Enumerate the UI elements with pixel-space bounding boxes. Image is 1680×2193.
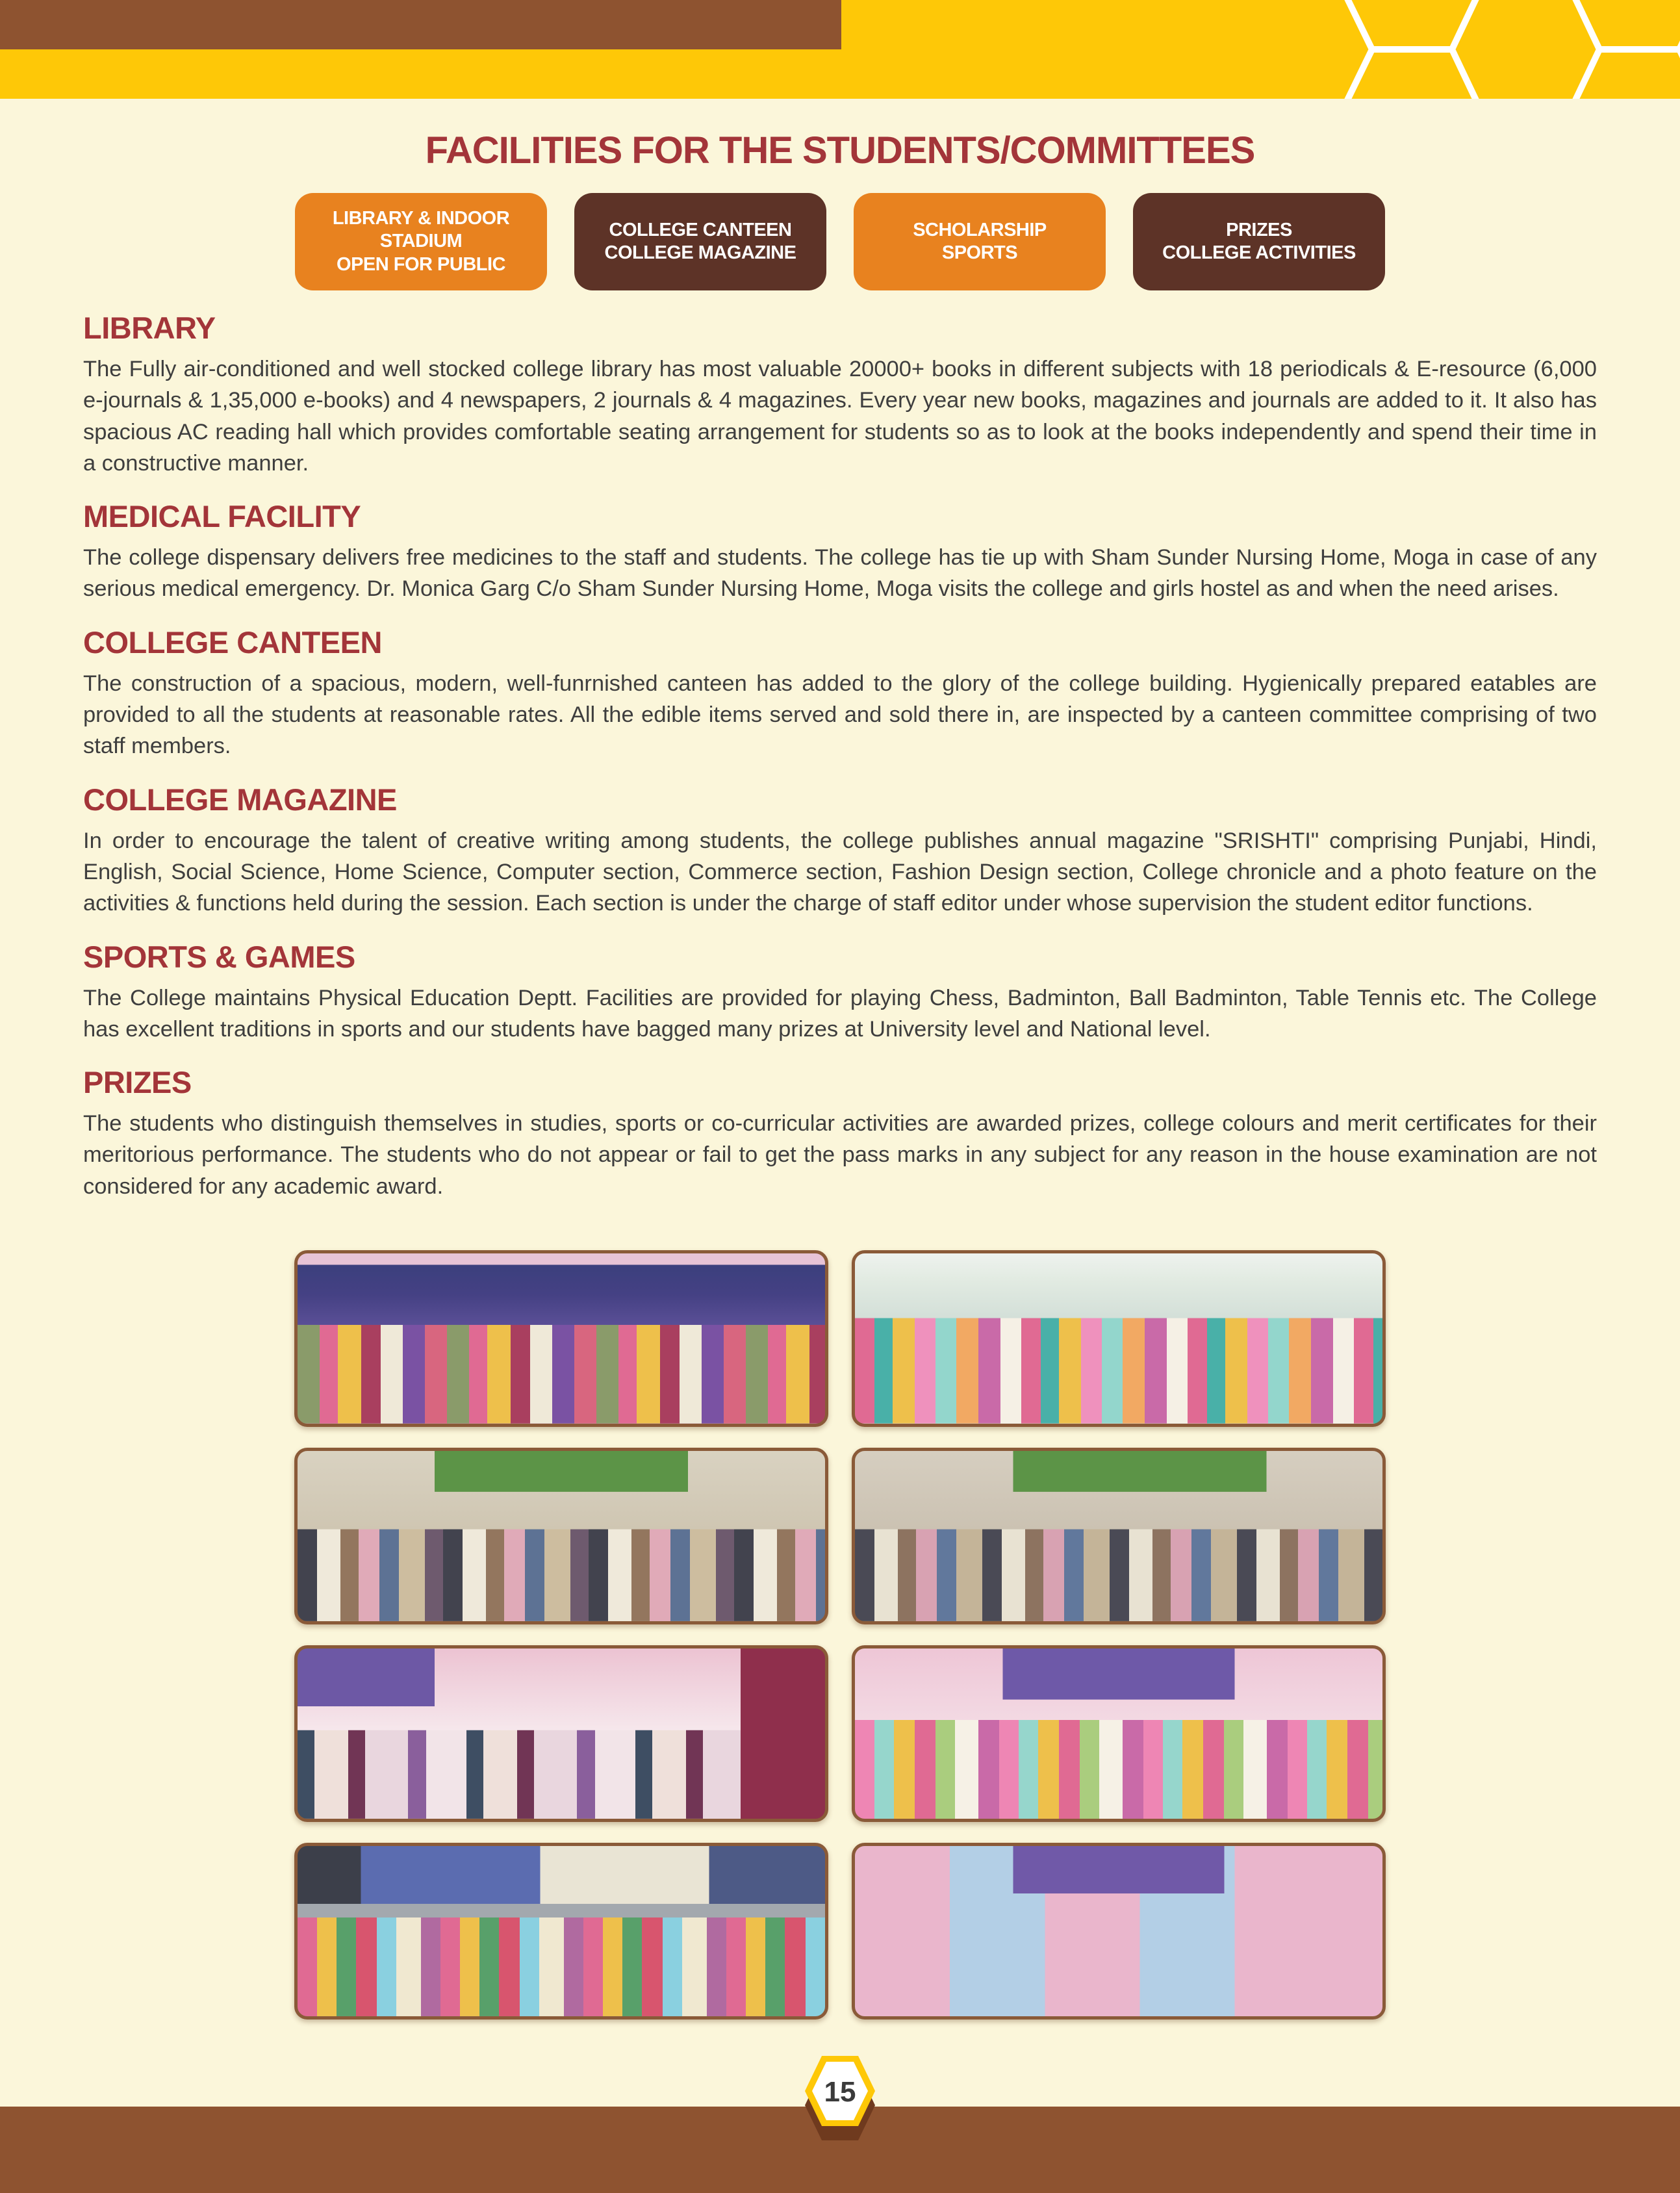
- section-medical-facility: [83, 498, 1597, 605]
- section-body: The college dispensary delivers free medicines to the staff and students. The college has tie up with Sham Sunder Nursing Home, Moga in case of any serious medical emergency. Dr. Monica Garg C/o Sham Sunder Nursing Home, Moga visits the college and girls hostel as and when the need arises.: [83, 545, 1597, 602]
- badge-line: STADIUM: [379, 231, 463, 252]
- badge-line: SPORTS: [941, 242, 1018, 263]
- badge-scholarship-sports: [854, 193, 1106, 290]
- facility-badges-row: [0, 193, 1680, 290]
- section-heading: PRIZES: [83, 1065, 192, 1100]
- badge-line: LIBRARY & INDOOR: [332, 207, 510, 229]
- section-heading: COLLEGE MAGAZINE: [83, 782, 397, 817]
- page-content: [0, 310, 1680, 1202]
- section-heading: MEDICAL FACILITY: [83, 499, 361, 534]
- photo-grid: [294, 1250, 1386, 2020]
- badge-library-indoor-stadium: [295, 193, 547, 290]
- badge-line: COLLEGE ACTIVITIES: [1162, 242, 1356, 263]
- badge-line: OPEN FOR PUBLIC: [337, 253, 505, 275]
- badge-line: COLLEGE CANTEEN: [609, 219, 792, 240]
- header-brown-block: [0, 0, 841, 49]
- badge-canteen-magazine: [574, 193, 826, 290]
- section-college-canteen: [83, 624, 1597, 762]
- section-body: In order to encourage the talent of creative writing among students, the college publishes annual magazine "SRISHTI" comprising Punjabi, Hindi, English, Social Science, Home Science, Computer section, Commerce section, Fashion Design section, College chronicle and a photo feature on the activities & functions held during the session. Each section is under the charge of staff editor under whose supervision the student editor functions.: [83, 828, 1597, 916]
- section-heading: LIBRARY: [83, 311, 216, 345]
- photo-farewell-stage-walk: [294, 1645, 828, 1822]
- photo-farewell-group-2: [852, 1843, 1386, 2020]
- section-college-magazine: [83, 782, 1597, 919]
- badge-line: COLLEGE MAGAZINE: [604, 242, 796, 263]
- honeycomb-decoration-icon: [1336, 0, 1680, 99]
- section-heading: SPORTS & GAMES: [83, 939, 355, 974]
- photo-folk-dance: [294, 1843, 828, 2020]
- section-heading: COLLEGE CANTEEN: [83, 624, 382, 660]
- badge-line: SCHOLARSHIP: [913, 219, 1047, 240]
- badge-line: PRIZES: [1226, 219, 1292, 240]
- page-number: 15: [824, 2076, 856, 2108]
- section-body: The College maintains Physical Education Deptt. Facilities are provided for playing Chess, Badminton, Ball Badminton, Table Tennis etc. The College has excellent traditions in sports and our students have bagged many prizes at University level and National level.: [83, 985, 1597, 1042]
- section-body: The construction of a spacious, modern, well-funrnished canteen has added to the glory of the college building. Hygienically prepared eatables are provided to all the students at reasonable rates. All the edible items served and sold there in, are inspected by a canteen committee comprising of two staff members.: [83, 671, 1597, 759]
- badge-prizes-activities: [1133, 193, 1385, 290]
- photo-prize-distribution-2: [852, 1448, 1386, 1624]
- photo-felicitation-ceremony: [294, 1250, 828, 1427]
- section-body: The Fully air-conditioned and well stocked college library has most valuable 20000+ books in different subjects with 18 periodicals & E-resource (6,000 e-journals & 1,35,000 e-books) and 4 newspapers, 2 journals & 4 magazines. Every year new books, magazines and journals are added to it. It also has spacious AC reading hall which provides comfortable seating arrangement for students so as to look at the books independently and spend their time in a constructive manner.: [83, 357, 1597, 476]
- section-sports-games: [83, 939, 1597, 1045]
- page-title: FACILITIES FOR THE STUDENTS/COMMITTEES: [425, 129, 1255, 172]
- page-number-badge: [801, 2052, 879, 2153]
- section-library: [83, 310, 1597, 479]
- section-prizes: [83, 1064, 1597, 1202]
- section-body: The students who distinguish themselves in studies, sports or co-curricular activities are awarded prizes, college colours and merit certificates for their meritorious performance. The students who do not appear or fail to get the pass marks in any subject for any reason in the house examination are not considered for any academic award.: [83, 1111, 1597, 1199]
- photo-stage-group: [852, 1250, 1386, 1427]
- photo-farewell-group-1: [852, 1645, 1386, 1822]
- photo-prize-distribution-1: [294, 1448, 828, 1624]
